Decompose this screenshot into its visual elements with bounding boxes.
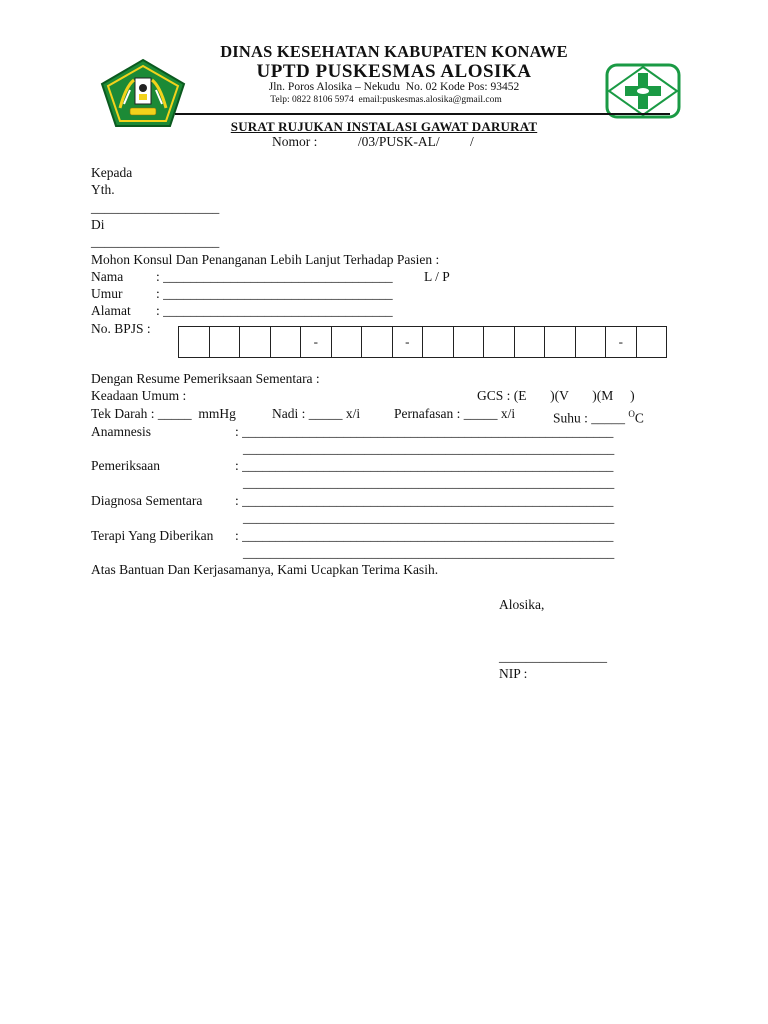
thanks-text: Atas Bantuan Dan Kerjasamanya, Kami Ucapkan Terima Kasih.: [91, 562, 439, 577]
document-number: Nomor : /03/PUSK-AL/ /: [272, 134, 474, 149]
terapi-line-2[interactable]: _______________________________________________________: [243, 545, 615, 560]
unit-name: UPTD PUSKESMAS ALOSIKA: [256, 61, 532, 82]
di-label: Di: [91, 217, 105, 232]
nip-label: NIP :: [499, 666, 528, 681]
gender-option[interactable]: L / P: [424, 269, 450, 284]
diagnosa-line-1[interactable]: : _______________________________________________________: [235, 493, 614, 508]
address-line: Jln. Poros Alosika – Nekudu No. 02 Kode Pos: 93452: [268, 81, 520, 93]
anamnesis-line-1[interactable]: : _______________________________________________________: [235, 424, 614, 439]
bpjs-cell[interactable]: -: [606, 327, 637, 358]
alamat-field[interactable]: : __________________________________: [156, 303, 393, 318]
yth-label: Yth.: [91, 182, 115, 197]
gcs-field[interactable]: GCS : (E )(V )(M ): [477, 388, 635, 403]
header-divider: [175, 113, 670, 115]
bpjs-cell[interactable]: [423, 327, 454, 358]
pernafasan-field[interactable]: Pernafasan : _____ x/i: [394, 406, 516, 421]
umur-field[interactable]: : __________________________________: [156, 286, 393, 301]
bpjs-cell[interactable]: [331, 327, 362, 358]
suhu-unit: C: [634, 410, 644, 426]
bpjs-cell[interactable]: [453, 327, 484, 358]
recipient-name-line[interactable]: ___________________: [91, 200, 220, 215]
agency-name: DINAS KESEHATAN KABUPATEN KONAWE: [220, 42, 568, 61]
bpjs-cell[interactable]: [514, 327, 545, 358]
recipient-place-line[interactable]: ___________________: [91, 234, 220, 249]
degree-mark: O: [628, 409, 635, 419]
bpjs-cell[interactable]: [484, 327, 515, 358]
place-date: Alosika,: [499, 597, 545, 612]
bpjs-cell[interactable]: -: [392, 327, 423, 358]
signature-line[interactable]: ________________: [499, 649, 607, 664]
pemeriksaan-label: Pemeriksaan: [91, 458, 160, 473]
bpjs-cell[interactable]: [575, 327, 606, 358]
puskesmas-cross-logo: [597, 45, 673, 101]
pemeriksaan-line-1[interactable]: : _______________________________________________________: [235, 458, 614, 473]
bpjs-number-grid[interactable]: [178, 326, 667, 358]
diagnosa-label: Diagnosa Sementara: [91, 493, 203, 508]
bpjs-cell[interactable]: [179, 327, 210, 358]
nadi-field[interactable]: Nadi : _____ x/i: [272, 406, 361, 421]
bpjs-cell[interactable]: [270, 327, 301, 358]
anamnesis-label: Anamnesis: [91, 424, 151, 439]
contact-line: Telp: 0822 8106 5974 email:puskesmas.alosika@gmail.com: [270, 95, 502, 105]
nama-field[interactable]: : __________________________________: [156, 269, 393, 284]
bpjs-cell[interactable]: [240, 327, 271, 358]
terapi-label: Terapi Yang Diberikan: [91, 528, 214, 543]
bpjs-cell[interactable]: -: [301, 327, 332, 358]
bpjs-label: No. BPJS :: [91, 321, 151, 336]
document-title: SURAT RUJUKAN INSTALASI GAWAT DARURAT: [230, 119, 538, 134]
anamnesis-line-2[interactable]: _______________________________________________________: [243, 441, 615, 456]
pemeriksaan-line-2[interactable]: _______________________________________________________: [243, 475, 615, 490]
kepada-label: Kepada: [91, 165, 133, 180]
nama-label: Nama: [91, 269, 124, 284]
alamat-label: Alamat: [91, 303, 131, 318]
bpjs-cell[interactable]: [362, 327, 393, 358]
suhu-label: Suhu : _____: [553, 410, 629, 426]
bpjs-cell[interactable]: [209, 327, 240, 358]
consult-intro: Mohon Konsul Dan Penanganan Lebih Lanjut Terhadap Pasien :: [91, 252, 440, 267]
terapi-line-1[interactable]: : _______________________________________________________: [235, 528, 614, 543]
bpjs-cell[interactable]: [636, 327, 667, 358]
tek-darah-field[interactable]: Tek Darah : _____ mmHg: [91, 406, 236, 421]
diagnosa-line-2[interactable]: _______________________________________________________: [243, 510, 615, 525]
umur-label: Umur: [91, 286, 123, 301]
resume-heading: Dengan Resume Pemeriksaan Sementara :: [91, 371, 320, 386]
keadaan-umum-label: Keadaan Umum :: [91, 388, 187, 403]
bpjs-cell[interactable]: [545, 327, 576, 358]
